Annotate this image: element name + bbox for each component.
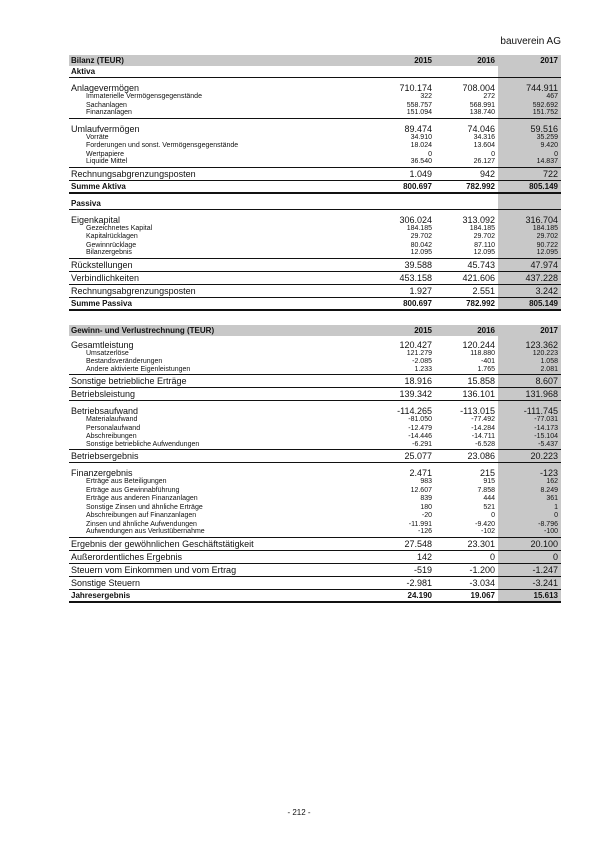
umlaufvermoegen-sub-row-value-1: 13.604 [473,142,495,149]
aktiva-title [69,66,561,78]
summe-passiva-label: Summe Passiva [71,298,132,308]
eigenkapital-label: Eigenkapital [71,214,121,225]
finanzergebnis-sub-row-value-1: 444 [483,495,495,502]
page-number: - 212 - [287,808,311,817]
verbindlichkeiten-value-1: 421.606 [462,272,495,283]
finanzergebnis [69,467,561,478]
umlaufvermoegen-sub-row [69,134,561,143]
statement-rows [69,55,561,603]
eigenkapital-sub-row-value-2: 29.702 [536,233,558,240]
ausserordentliches-ergebnis [69,551,561,564]
betriebsaufwand-value-0: -114.265 [397,406,432,416]
umlaufvermoegen-sub-row-value-2: 0 [554,150,558,158]
finanzergebnis-sub-row-value-2: 361 [546,495,558,502]
finanzergebnis-sub-row-value-0: 180 [420,503,432,511]
verbindlichkeiten [69,272,561,285]
sonstige-steuern [69,577,561,590]
aktiva-title-label: Aktiva [71,67,96,76]
rueckstellungen-label: Rückstellungen [71,259,133,270]
rueckstellungen-value-1: 45.743 [467,259,495,270]
finanzergebnis-sub-row-value-2: -8.796 [538,520,558,528]
finanzergebnis-value-1: 215 [479,468,495,478]
gesamtleistung-sub-row-value-1: 118.880 [470,349,495,357]
umlaufvermoegen-sub-row [69,159,561,168]
finanzergebnis-sub-row-label: Erträge aus Gewinnabführung [86,486,180,494]
anlagevermoegen-sub-row-value-0: 558.757 [406,101,432,109]
betriebsaufwand-sub-row-value-2: -15.104 [534,433,558,440]
rap-aktiva-value-1: 942 [479,168,495,179]
rueckstellungen [69,259,561,272]
gesamtleistung [69,339,561,350]
spacer [69,311,561,325]
finanzergebnis-sub-row [69,512,561,521]
jahresergebnis-value-2: 15.613 [533,590,558,600]
guv-header [69,325,561,336]
steuern-ertrag [69,564,561,577]
gesamtleistung-sub-row [69,367,561,376]
umlaufvermoegen-sub-row-value-0: 0 [428,150,432,158]
gesamtleistung-sub-row-value-0: 121.279 [406,349,432,357]
umlaufvermoegen-sub-row-value-1: 26.127 [473,158,495,165]
eigenkapital-sub-row-value-0: 12.095 [410,249,432,256]
anlagevermoegen-value-1: 708.004 [462,83,495,93]
finanzergebnis-sub-row-label: Zinsen und ähnliche Aufwendungen [86,520,197,528]
umlaufvermoegen-sub-row-value-0: 36.540 [410,158,432,165]
gesamtleistung-value-0: 120.427 [399,339,432,350]
eigenkapital-value-0: 306.024 [399,214,432,225]
rueckstellungen-value-0: 39.588 [404,259,432,270]
gesamtleistung-sub-row-value-0: -2.085 [412,358,432,365]
umlaufvermoegen [69,123,561,134]
eigenkapital-sub-row-label: Kapitalrücklagen [86,233,138,240]
anlagevermoegen-label: Anlagevermögen [71,83,140,93]
umlaufvermoegen-value-2: 59.516 [530,123,558,134]
umlaufvermoegen-value-1: 74.046 [467,123,495,134]
betriebsaufwand-sub-row-label: Materialaufwand [86,416,138,423]
anlagevermoegen-sub-row-value-2: 151.752 [532,109,558,116]
gesamtleistung-sub-row-label: Umsatzerlöse [86,349,129,357]
summe-passiva-value-0: 800.697 [403,298,432,308]
betriebsaufwand-value-1: -113.015 [460,406,495,416]
eigenkapital-sub-row [69,225,561,234]
betriebsaufwand-label: Betriebsaufwand [71,406,139,416]
gesamtleistung-sub-row-value-0: 1.233 [414,365,432,373]
betriebsleistung-value-2: 131.968 [525,389,558,399]
anlagevermoegen-sub-row [69,110,561,119]
guv-header-label: Gewinn- und Verlustrechnung (TEUR) [71,325,215,335]
ausserordentliches-ergebnis-value-0: 142 [416,551,432,562]
sonstige-steuern-value-1: -3.034 [469,577,495,588]
betriebsaufwand-sub-row-value-2: -5.437 [538,440,558,448]
finanzergebnis-sub-row-value-2: 0 [554,512,558,519]
passiva-title-label: Passiva [71,198,101,208]
finanzergebnis-sub-row-value-1: 915 [483,478,495,485]
gesamtleistung-label: Gesamtleistung [71,339,134,350]
finanzergebnis-sub-row [69,495,561,504]
betriebsaufwand-sub-row-value-0: -12.479 [408,424,432,432]
anlagevermoegen-sub-row-value-1: 568.991 [469,101,495,109]
umlaufvermoegen-sub-row-value-1: 0 [491,150,495,158]
rap-aktiva-value-0: 1.049 [409,168,432,179]
eigenkapital-sub-row-value-0: 80.042 [410,241,432,249]
betriebsergebnis-value-0: 25.077 [404,451,432,461]
umlaufvermoegen-sub-row-label: Vorräte [86,133,109,141]
finanzergebnis-sub-row-value-1: -102 [480,528,495,535]
betriebsaufwand-sub-row [69,425,561,434]
umlaufvermoegen-sub-row-value-2: 14.837 [536,158,558,165]
betriebsleistung [69,388,561,401]
summe-aktiva-value-2: 805.149 [529,181,558,191]
betriebsaufwand-sub-row-value-0: -14.446 [408,433,432,440]
verbindlichkeiten-label: Verbindlichkeiten [71,272,140,283]
umlaufvermoegen-label: Umlaufvermögen [71,123,140,134]
ausserordentliches-ergebnis-value-1: 0 [489,551,495,562]
finanzergebnis-label: Finanzergebnis [71,468,133,478]
finanzergebnis-sub-row-value-0: -20 [421,512,432,519]
summe-aktiva [69,181,561,194]
eigenkapital-sub-row-value-2: 12.095 [536,249,558,256]
eigenkapital-sub-row [69,233,561,242]
finanzergebnis-sub-row [69,504,561,513]
sonstige-ertraege-label: Sonstige betriebliche Erträge [71,376,187,386]
eigenkapital-sub-row-value-1: 184.185 [469,224,495,232]
finanzergebnis-sub-row-label: Erträge aus anderen Finanzanlagen [86,495,198,502]
gesamtleistung-sub-row-label: Bestandsveränderungen [86,358,163,365]
betriebsaufwand-sub-row-label: Sonstige betriebliche Aufwendungen [86,440,200,448]
betriebsaufwand-sub-row-value-0: -81.050 [408,416,432,423]
betriebsaufwand-sub-row-value-1: -14.711 [471,433,495,440]
summe-aktiva-value-1: 782.992 [466,181,495,191]
gesamtleistung-value-2: 123.362 [525,339,558,350]
anlagevermoegen-sub-row-value-1: 272 [483,93,495,100]
ergebnis-gewoehnlich-label: Ergebnis der gewöhnlichen Geschäftstätigkeit [71,538,254,549]
anlagevermoegen-sub-row [69,93,561,102]
eigenkapital-sub-row-value-0: 184.185 [406,224,432,232]
gesamtleistung-sub-row-value-2: 120.223 [532,349,558,357]
eigenkapital [69,214,561,225]
bilanz-header-value-2: 2017 [540,56,558,65]
eigenkapital-sub-row-label: Bilanzergebnis [86,249,132,256]
umlaufvermoegen-sub-row-value-2: 9.420 [540,142,558,149]
betriebsaufwand-sub-row-label: Personalaufwand [86,424,141,432]
bilanz-header-label: Bilanz (TEUR) [71,56,124,65]
finanzergebnis-sub-row-value-1: 0 [491,512,495,519]
eigenkapital-sub-row [69,250,561,259]
anlagevermoegen-sub-row-label: Finanzanlagen [86,109,132,116]
summe-aktiva-value-0: 800.697 [403,181,432,191]
betriebsergebnis [69,450,561,463]
gesamtleistung-sub-row [69,350,561,359]
sonstige-steuern-label: Sonstige Steuern [71,577,141,588]
anlagevermoegen-value-2: 744.911 [526,83,558,93]
finanzergebnis-sub-row-label: Sonstige Zinsen und ähnliche Erträge [86,503,203,511]
finanzergebnis-sub-row-value-0: -126 [417,528,432,535]
summe-passiva [69,298,561,311]
anlagevermoegen-sub-row-value-2: 467 [546,93,558,100]
umlaufvermoegen-sub-row-label: Forderungen und sonst. Vermögensgegenstände [86,142,239,149]
rap-passiva-label: Rechnungsabgrenzungsposten [71,285,196,296]
summe-passiva-value-1: 782.992 [466,298,495,308]
eigenkapital-sub-row-value-1: 87.110 [474,241,495,249]
verbindlichkeiten-value-0: 453.158 [399,272,432,283]
umlaufvermoegen-value-0: 89.474 [404,123,432,134]
umlaufvermoegen-sub-row-value-0: 18.024 [410,142,432,149]
finanzergebnis-sub-row-value-2: 8.249 [540,486,558,494]
betriebsaufwand-sub-row-value-1: -14.284 [471,424,495,432]
betriebsaufwand-sub-row-value-2: -14.173 [534,424,558,432]
gesamtleistung-sub-row-value-2: 2.081 [540,365,558,373]
finanzergebnis-value-2: -123 [539,468,558,478]
finanzergebnis-sub-row-value-1: 7.858 [477,486,495,494]
betriebsaufwand [69,405,561,416]
finanzergebnis-sub-row-value-2: 162 [546,478,558,485]
rap-passiva-value-2: 3.242 [535,285,558,296]
rap-aktiva-value-2: 722 [542,168,558,179]
umlaufvermoegen-sub-row-label: Liquide Mittel [86,158,128,165]
ausserordentliches-ergebnis-value-2: 0 [552,551,558,562]
ergebnis-gewoehnlich-value-1: 23.301 [467,538,495,549]
eigenkapital-sub-row-value-0: 29.702 [410,233,432,240]
bilanz-header-value-0: 2015 [414,56,432,65]
anlagevermoegen-sub-row-value-0: 151.094 [406,109,432,116]
gesamtleistung-value-1: 120.244 [462,339,495,350]
anlagevermoegen-sub-row-value-2: 592.692 [532,101,558,109]
ausserordentliches-ergebnis-label: Außerordentliches Ergebnis [71,551,183,562]
rueckstellungen-value-2: 47.974 [530,259,558,270]
bilanz-header [69,55,561,66]
gesamtleistung-sub-row-value-2: 1.058 [540,358,558,365]
rap-passiva-value-0: 1.927 [409,285,432,296]
summe-aktiva-label: Summe Aktiva [71,181,126,191]
rap-passiva [69,285,561,298]
gesamtleistung-sub-row-value-1: -401 [480,358,495,365]
finanzergebnis-sub-row-value-0: 12.607 [410,486,432,494]
steuern-ertrag-value-2: -1.247 [532,564,558,575]
betriebsaufwand-sub-row-value-1: -6.528 [475,440,495,448]
finanzergebnis-sub-row-value-0: 983 [420,478,432,485]
eigenkapital-sub-row-value-1: 29.702 [473,233,495,240]
finanzergebnis-sub-row [69,478,561,487]
finanzergebnis-sub-row-label: Aufwendungen aus Verlustübernahme [86,528,205,535]
anlagevermoegen-sub-row-label: Sachanlagen [86,101,127,109]
umlaufvermoegen-sub-row-value-0: 34.910 [410,133,432,141]
eigenkapital-sub-row-label: Gewinnrücklage [86,241,137,249]
ergebnis-gewoehnlich [69,538,561,551]
summe-passiva-value-2: 805.149 [529,298,558,308]
finanzergebnis-sub-row-value-2: -100 [543,528,558,535]
guv-header-value-0: 2015 [414,325,432,335]
finanzergebnis-sub-row-value-0: -11.991 [408,520,432,528]
umlaufvermoegen-sub-row [69,142,561,151]
eigenkapital-sub-row-value-2: 184.185 [532,224,558,232]
steuern-ertrag-value-0: -519 [413,564,432,575]
eigenkapital-sub-row-value-1: 12.095 [473,249,495,256]
finanzergebnis-value-0: 2.471 [409,468,432,478]
jahresergebnis [69,590,561,603]
anlagevermoegen-sub-row-value-0: 322 [420,93,432,100]
finanzergebnis-sub-row-value-1: -9.420 [475,520,495,528]
sonstige-ertraege [69,375,561,388]
betriebsaufwand-sub-row-value-2: -77.031 [534,416,558,423]
verbindlichkeiten-value-2: 437.228 [525,272,558,283]
betriebsleistung-value-1: 136.101 [462,389,495,399]
betriebsaufwand-sub-row-value-1: -77.492 [471,416,495,423]
umlaufvermoegen-sub-row-value-1: 34.316 [473,133,495,141]
eigenkapital-value-2: 316.704 [525,214,558,225]
gesamtleistung-sub-row-label: Andere aktivierte Eigenleistungen [86,365,191,373]
anlagevermoegen-sub-row-label: Immaterielle Vermögensgegenstände [86,93,202,100]
finanzergebnis-sub-row-value-2: 1 [554,503,558,511]
jahresergebnis-value-1: 19.067 [470,590,495,600]
anlagevermoegen-value-0: 710.174 [399,83,432,93]
betriebsaufwand-sub-row-label: Abschreibungen [86,433,137,440]
eigenkapital-sub-row-value-2: 90.722 [536,241,558,249]
sonstige-steuern-value-0: -2.981 [406,577,432,588]
betriebsleistung-value-0: 139.342 [399,389,432,399]
bilanz-header-value-1: 2016 [477,56,495,65]
guv-header-value-1: 2016 [477,325,495,335]
ergebnis-gewoehnlich-value-0: 27.548 [404,538,432,549]
guv-header-value-2: 2017 [540,325,558,335]
eigenkapital-value-1: 313.092 [462,214,495,225]
betriebsaufwand-sub-row [69,416,561,425]
steuern-ertrag-label: Steuern vom Einkommen und vom Ertrag [71,564,237,575]
jahresergebnis-value-0: 24.190 [407,590,432,600]
passiva-title [69,198,561,210]
sonstige-ertraege-value-2: 8.607 [535,376,558,386]
gesamtleistung-sub-row-value-1: 1.765 [477,365,495,373]
betriebsaufwand-sub-row-value-0: -6.291 [412,440,432,448]
steuern-ertrag-value-1: -1.200 [469,564,495,575]
finanzergebnis-sub-row-label: Erträge aus Beteiligungen [86,478,167,485]
betriebsleistung-label: Betriebsleistung [71,389,136,399]
rap-aktiva-label: Rechnungsabgrenzungsposten [71,168,196,179]
betriebsergebnis-label: Betriebsergebnis [71,451,139,461]
betriebsaufwand-value-2: -111.745 [523,406,558,416]
eigenkapital-sub-row-label: Gezeichnetes Kapital [86,224,153,232]
sonstige-steuern-value-2: -3.241 [532,577,558,588]
ergebnis-gewoehnlich-value-2: 20.100 [530,538,558,549]
anlagevermoegen [69,82,561,93]
finanzergebnis-sub-row-value-1: 521 [483,503,495,511]
company-name: bauverein AG [500,36,561,47]
sonstige-ertraege-value-1: 15.858 [467,376,495,386]
sonstige-ertraege-value-0: 18.916 [404,376,432,386]
finanzergebnis-sub-row-value-0: 839 [420,495,432,502]
finanzergebnis-sub-row [69,487,561,496]
financial-statement [69,55,561,603]
finanzergebnis-sub-row [69,529,561,538]
rap-aktiva [69,168,561,181]
finanzergebnis-sub-row-label: Abschreibungen auf Finanzanlagen [86,512,197,519]
jahresergebnis-label: Jahresergebnis [71,590,131,600]
umlaufvermoegen-sub-row-label: Wertpapiere [86,150,125,158]
rap-passiva-value-1: 2.551 [472,285,495,296]
betriebsaufwand-sub-row [69,442,561,451]
betriebsergebnis-value-2: 20.223 [530,451,558,461]
umlaufvermoegen-sub-row-value-2: 35.259 [536,133,558,141]
betriebsergebnis-value-1: 23.086 [467,451,495,461]
anlagevermoegen-sub-row-value-1: 138.740 [469,109,495,116]
